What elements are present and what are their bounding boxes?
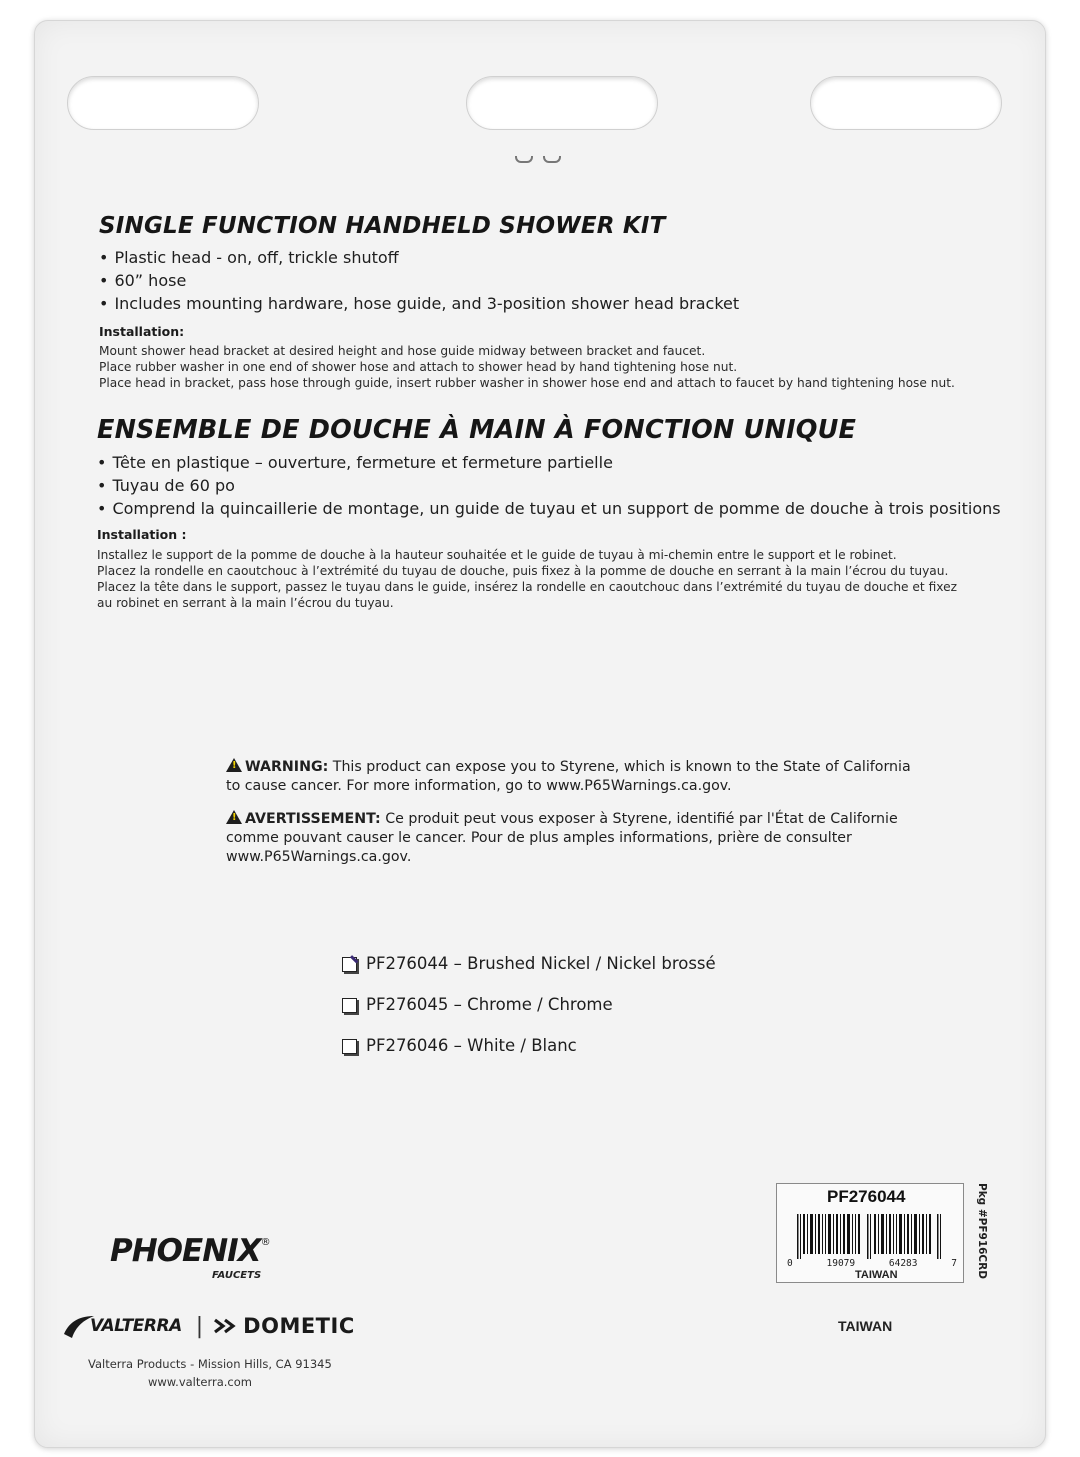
english-bullets xyxy=(99,246,739,315)
french-bullets xyxy=(97,451,1001,520)
dometic-chevron-icon xyxy=(213,1316,241,1336)
install-line: Mount shower head bracket at desired height and hose guide midway between bracket and faucet. xyxy=(99,344,706,358)
finish-option-text: PF276044 – Brushed Nickel / Nickel brossé xyxy=(366,954,716,973)
registered-mark: ® xyxy=(260,1237,271,1248)
barcode-digits xyxy=(787,1258,957,1269)
english-bullet: • 60” hose xyxy=(99,269,739,292)
english-install-text xyxy=(99,343,955,391)
english-bullet: • Includes mounting hardware, hose guide, and 3-position shower head bracket xyxy=(99,292,739,315)
phoenix-wordmark: PHOENIX xyxy=(110,1233,261,1269)
warning-french xyxy=(226,809,898,867)
staple-mark xyxy=(515,156,533,163)
warning-triangle-icon xyxy=(226,810,242,824)
warning-text: to cause cancer. For more information, go to www.P65Warnings.ca.gov. xyxy=(226,778,732,794)
french-install-text xyxy=(97,547,957,611)
warning-text: This product can expose you to Styrene, which is known to the State of California xyxy=(328,759,911,775)
warning-label: WARNING: xyxy=(245,759,329,775)
hang-slot-center xyxy=(466,76,658,130)
staple-mark xyxy=(543,156,561,163)
english-title: SINGLE FUNCTION HANDHELD SHOWER KIT xyxy=(99,213,666,239)
country-of-origin: TAIWAN xyxy=(838,1318,893,1334)
brand-row xyxy=(62,1312,355,1340)
company-address: Valterra Products - Mission Hills, CA 91345 xyxy=(88,1357,332,1371)
french-bullet: • Comprend la quincaillerie de montage, un guide de tuyau et un support de pomme de douche à trois positions xyxy=(97,497,1001,520)
barcode-digit-group: 7 xyxy=(951,1258,957,1269)
phoenix-subtitle: FAUCETS xyxy=(212,1270,262,1281)
french-install-heading: Installation : xyxy=(97,527,187,542)
warning-english xyxy=(226,757,911,796)
french-title: ENSEMBLE DE DOUCHE À MAIN À FONCTION UNIQUE xyxy=(97,415,857,445)
warning-triangle-icon xyxy=(226,758,242,772)
hang-slot-left xyxy=(67,76,259,130)
hang-slot-right xyxy=(810,76,1002,130)
warning-label: AVERTISSEMENT: xyxy=(245,811,381,827)
barcode-digit-group: 19079 xyxy=(826,1258,856,1269)
empty-checkbox-icon xyxy=(342,998,357,1013)
finish-option xyxy=(342,994,613,1016)
logo-separator: | xyxy=(195,1313,204,1339)
valterra-logo: VALTERRA xyxy=(90,1316,182,1336)
label-origin-small: TAIWAN xyxy=(855,1269,898,1281)
barcode-label xyxy=(776,1183,964,1283)
company-website: www.valterra.com xyxy=(148,1375,252,1389)
install-line: Installez le support de la pomme de douche à la hauteur souhaitée et le guide de tuyau à mi-chemin entre le support et le robinet. xyxy=(97,548,897,562)
french-bullet: • Tête en plastique – ouverture, fermeture et fermeture partielle xyxy=(97,451,1001,474)
finish-option-text: PF276046 – White / Blanc xyxy=(366,1036,577,1055)
empty-checkbox-icon xyxy=(342,1039,357,1054)
install-line: Place head in bracket, pass hose through guide, insert rubber washer in shower hose end and attach to faucet by hand tightening hose nut. xyxy=(99,376,955,390)
finish-option xyxy=(342,953,716,975)
phoenix-logo xyxy=(110,1233,271,1269)
barcode-icon xyxy=(797,1214,943,1259)
warning-text: www.P65Warnings.ca.gov. xyxy=(226,849,412,865)
warning-text: comme pouvant causer le cancer. Pour de plus amples informations, prière de consulter xyxy=(226,830,852,846)
install-line: au robinet en serrant à la main l’écrou du tuyau. xyxy=(97,596,394,610)
english-bullet: • Plastic head - on, off, trickle shutoff xyxy=(99,246,739,269)
install-line: Place rubber washer in one end of shower hose and attach to shower head by hand tightening hose nut. xyxy=(99,360,738,374)
label-sku: PF276044 xyxy=(827,1187,906,1206)
barcode-digit-group: 64283 xyxy=(888,1258,918,1269)
finish-option xyxy=(342,1035,577,1057)
french-bullet: • Tuyau de 60 po xyxy=(97,474,1001,497)
package-number: Pkg #PF916CRD xyxy=(976,1183,988,1279)
warning-text: Ce produit peut vous exposer à Styrene, identifié par l'État de Californie xyxy=(380,811,898,827)
install-line: Placez la tête dans le support, passez le tuyau dans le guide, insérez la rondelle en caoutchouc dans l’extrémité du tuyau de douche et fixez xyxy=(97,580,957,594)
barcode-digit-group: 0 xyxy=(787,1258,793,1269)
install-line: Placez la rondelle en caoutchouc à l’extrémité du tuyau de douche, puis fixez à la pomme de douche en serrant à la main l’écrou du tuyau. xyxy=(97,564,949,578)
checked-checkbox-icon xyxy=(342,957,357,972)
dometic-logo: DOMETIC xyxy=(243,1314,355,1338)
english-install-heading: Installation: xyxy=(99,324,185,339)
finish-option-text: PF276045 – Chrome / Chrome xyxy=(366,995,613,1014)
